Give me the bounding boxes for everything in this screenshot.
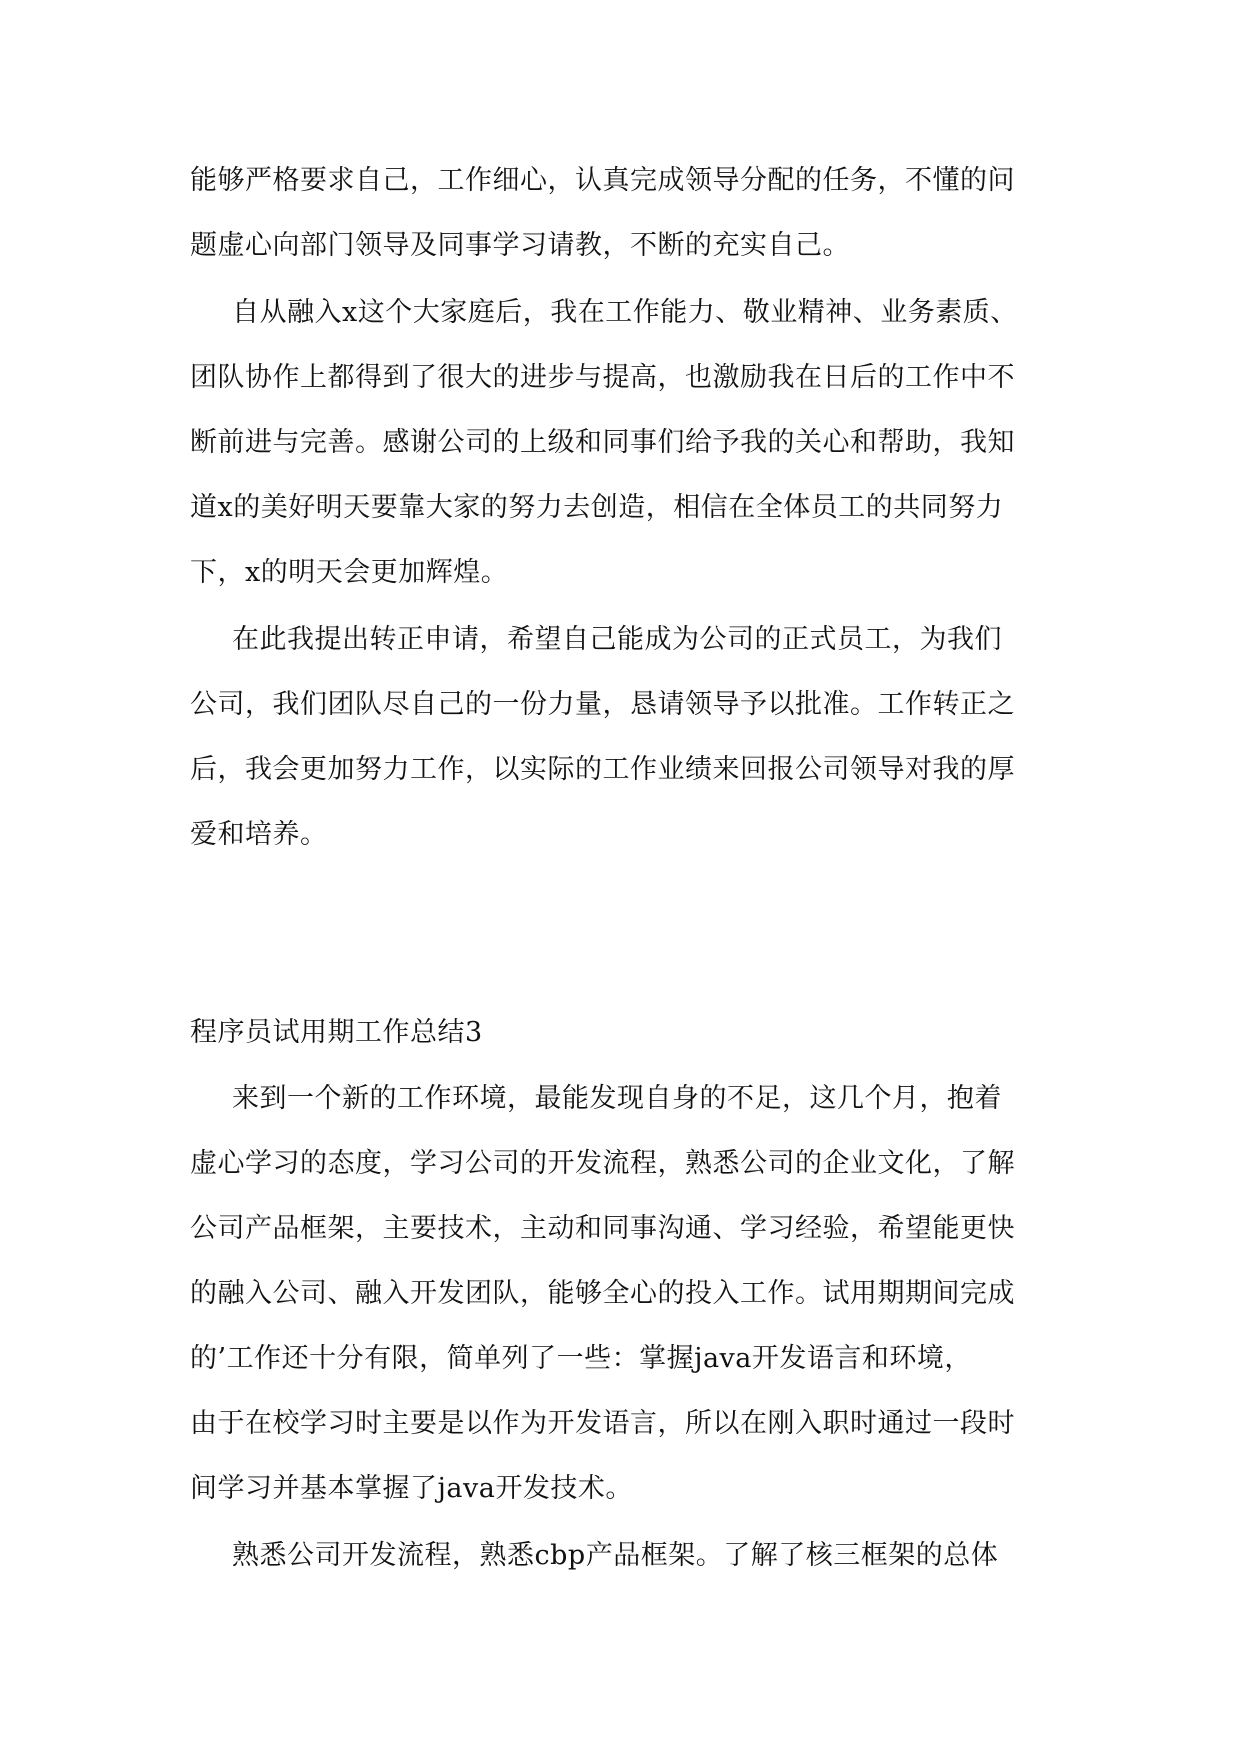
paragraph-line: 下，x的明天会更加辉煌。	[190, 557, 509, 588]
paragraph-line: 后，我会更加努力工作，以实际的工作业绩来回报公司领导对我的厚	[190, 754, 1015, 785]
paragraph-line: 的融入公司、融入开发团队，能够全心的投入工作。试用期期间完成	[190, 1278, 1015, 1309]
paragraph-line: 熟悉公司开发流程，熟悉cbp产品框架。了解了核三框架的总体	[232, 1540, 999, 1571]
paragraph-line: 虚心学习的态度，学习公司的开发流程，熟悉公司的企业文化，了解	[190, 1148, 1015, 1179]
paragraph-line: 自从融入x这个大家庭后，我在工作能力、敬业精神、业务素质、	[232, 297, 1018, 328]
paragraph-line: 公司，我们团队尽自己的一份力量，恳请领导予以批准。工作转正之	[190, 689, 1015, 720]
paragraph-line: 在此我提出转正申请，希望自己能成为公司的正式员工，为我们	[232, 624, 1002, 655]
paragraph-line: 题虚心向部门领导及同事学习请教，不断的充实自己。	[190, 230, 850, 261]
paragraph-line: 能够严格要求自己，工作细心，认真完成领导分配的任务，不懂的问	[190, 165, 1015, 196]
paragraph-line: 由于在校学习时主要是以作为开发语言，所以在刚入职时通过一段时	[190, 1408, 1015, 1439]
paragraph-line: 的’工作还十分有限，简单列了一些：掌握java开发语言和环境，	[190, 1343, 972, 1374]
section-heading: 程序员试用期工作总结3	[190, 1017, 483, 1048]
paragraph-line: 断前进与完善。感谢公司的上级和同事们给予我的关心和帮助，我知	[190, 427, 1015, 458]
paragraph-line: 爱和培养。	[190, 819, 328, 850]
paragraph-line: 团队协作上都得到了很大的进步与提高，也激励我在日后的工作中不	[190, 362, 1015, 393]
paragraph-line: 来到一个新的工作环境，最能发现自身的不足，这几个月，抱着	[232, 1083, 1002, 1114]
paragraph-line: 道x的美好明天要靠大家的努力去创造，相信在全体员工的共同努力	[190, 492, 1004, 523]
paragraph-line: 间学习并基本掌握了java开发技术。	[190, 1473, 633, 1504]
paragraph-line: 公司产品框架，主要技术，主动和同事沟通、学习经验，希望能更快	[190, 1213, 1015, 1244]
